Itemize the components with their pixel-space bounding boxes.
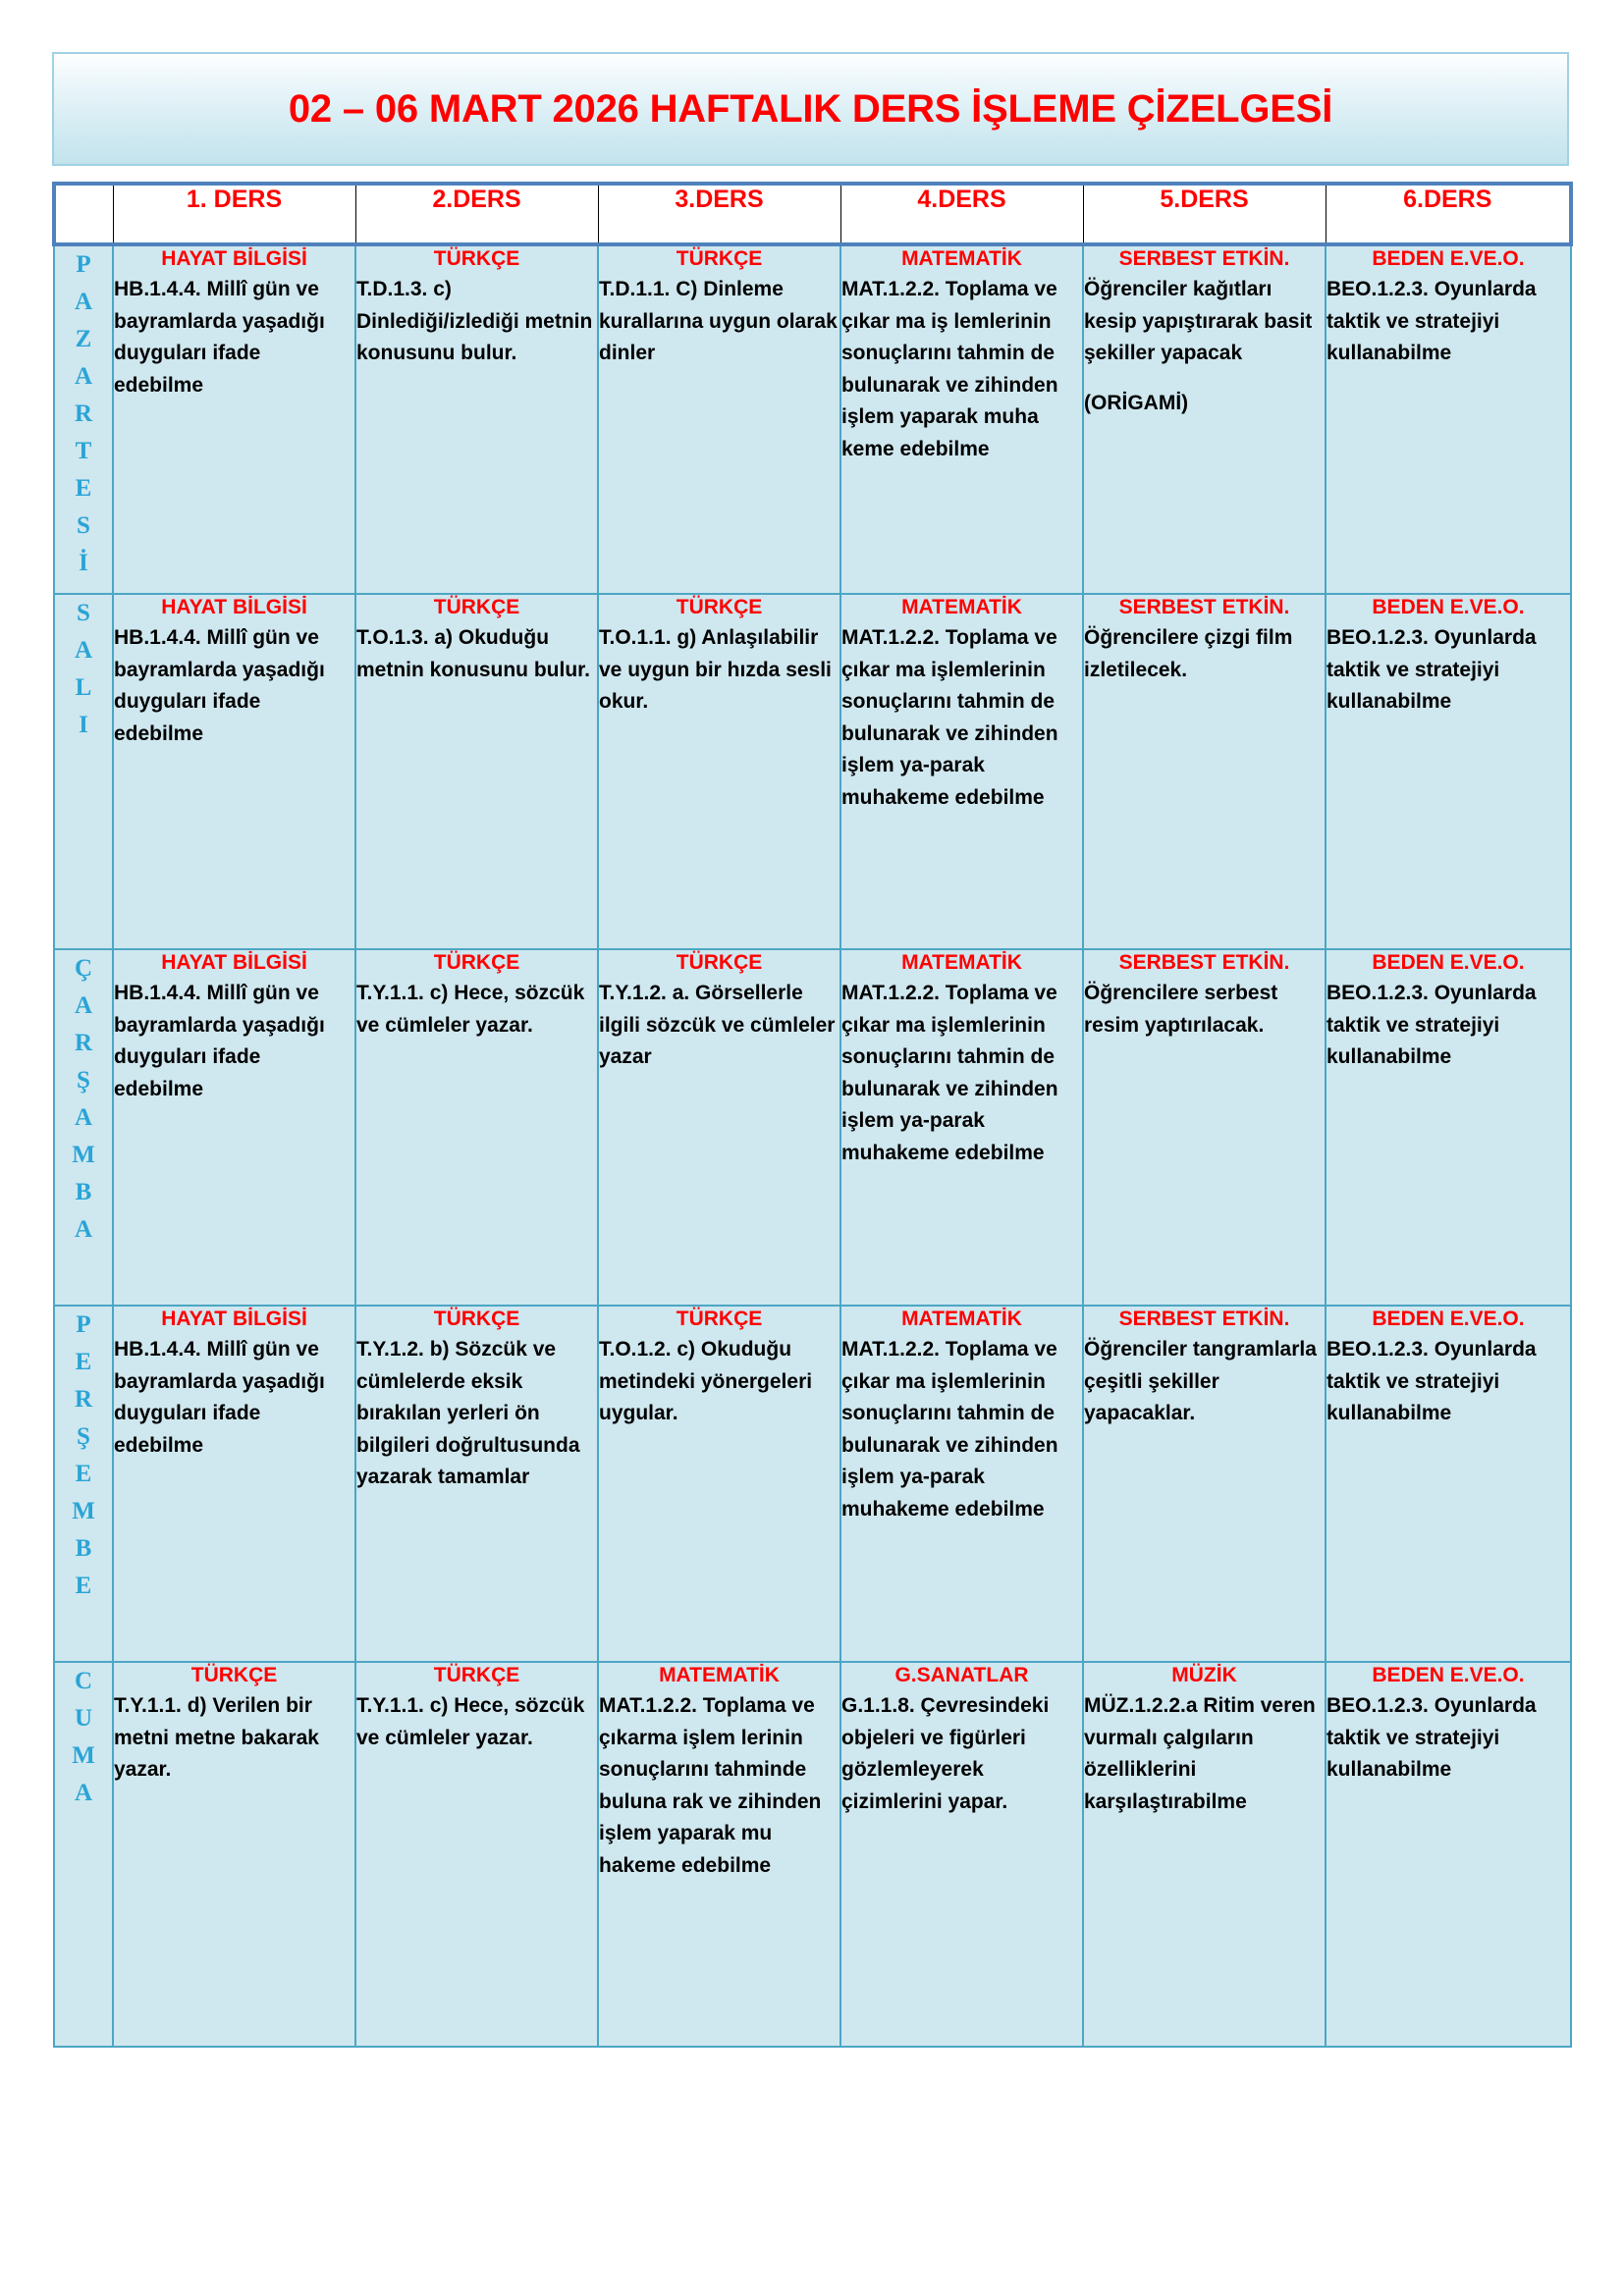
lesson-cell [1326, 1306, 1571, 1662]
objective-text: BEO.1.2.3. Oyunlarda taktik ve stratejiyi kullanabilme [1326, 982, 1537, 1069]
table-row [54, 594, 1571, 949]
lesson-cell [840, 594, 1083, 949]
column-header-lesson-1 [113, 184, 355, 244]
objective-text: T.O.1.2. c) Okuduğu metindeki yönergeleri uygular. [599, 1338, 813, 1425]
subject-label: BEDEN E.VE.O. [1372, 1664, 1525, 1686]
subject-label: SERBEST ETKİN. [1118, 596, 1290, 618]
subject-label: TÜRKÇE [676, 247, 763, 270]
subject-label: MATEMATİK [659, 1664, 780, 1686]
objective-text: HB.1.4.4. Millî gün ve bayramlarda yaşadığı duyguları ifade edebilme [114, 626, 325, 745]
column-header-lesson-2 [355, 184, 598, 244]
day-label-cell [54, 1306, 113, 1662]
day-label: Ç A R Ş A M B A [72, 955, 95, 1243]
lesson-cell [113, 594, 355, 949]
day-label: S A L I [74, 600, 93, 738]
subject-label: TÜRKÇE [433, 247, 520, 270]
lesson-cell [840, 1306, 1083, 1662]
objective-text: T.O.1.3. a) Okuduğu metnin konusunu bulur. [356, 626, 590, 681]
lesson-cell [355, 1662, 598, 2047]
objective-text: Öğrencilere çizgi film izletilecek. [1084, 626, 1293, 681]
lesson-cell [113, 244, 355, 594]
day-label-cell [54, 1662, 113, 2047]
subject-label: MATEMATİK [901, 1308, 1022, 1330]
objective-text: T.Y.1.2. b) Sözcük ve cümlelerde eksik bırakılan yerleri ön bilgileri doğrultusunda yazarak tamamlar [356, 1338, 580, 1489]
lesson-cell [840, 949, 1083, 1306]
objective-text: T.O.1.1. g) Anlaşılabilir ve uygun bir hızda sesli okur. [599, 626, 832, 714]
objective-text: BEO.1.2.3. Oyunlarda taktik ve stratejiyi kullanabilme [1326, 1694, 1537, 1782]
objective-text: T.Y.1.1. c) Hece, sözcük ve cümleler yazar. [356, 1694, 585, 1749]
lesson-cell [1083, 594, 1326, 949]
objective-text: MÜZ.1.2.2.a Ritim veren vurmalı çalgıların özelliklerini karşılaştırabilme [1084, 1694, 1316, 1813]
day-label-cell [54, 949, 113, 1306]
table-body [54, 244, 1571, 2047]
lesson-cell [1326, 949, 1571, 1306]
subject-label: TÜRKÇE [676, 1308, 763, 1330]
subject-label: TÜRKÇE [190, 1664, 278, 1686]
subject-label: BEDEN E.VE.O. [1372, 247, 1525, 270]
objective-text: HB.1.4.4. Millî gün ve bayramlarda yaşadığı duyguları ifade edebilme [114, 278, 325, 397]
lesson-cell [355, 949, 598, 1306]
subject-label: MATEMATİK [901, 596, 1022, 618]
lesson-cell [113, 1306, 355, 1662]
subject-label: TÜRKÇE [433, 1664, 520, 1686]
subject-label: MÜZİK [1171, 1664, 1237, 1686]
lesson-cell [840, 244, 1083, 594]
subject-label: HAYAT BİLGİSİ [161, 1308, 307, 1330]
objective-text: MAT.1.2.2. Toplama ve çıkar ma iş lemlerinin sonuçlarını tahmin de bulunarak ve zihinden işlem yaparak muha keme edebilme [841, 278, 1058, 460]
column-header-label: 1. DERS [186, 186, 283, 213]
day-label: C U M A [72, 1668, 95, 1806]
table-row [54, 1662, 1571, 2047]
objective-text: T.D.1.1. C) Dinleme kurallarına uygun olarak dinler [599, 278, 838, 365]
subject-label: MATEMATİK [901, 951, 1022, 974]
lesson-cell [113, 1662, 355, 2047]
column-header-label: 3.DERS [675, 186, 764, 213]
lesson-cell [355, 594, 598, 949]
lesson-cell [598, 949, 840, 1306]
subject-label: HAYAT BİLGİSİ [161, 247, 307, 270]
lesson-cell [1326, 1662, 1571, 2047]
objective-text: T.Y.1.1. d) Verilen bir metni metne bakarak yazar. [114, 1694, 319, 1782]
subject-label: TÜRKÇE [676, 951, 763, 974]
objective-text: G.1.1.8. Çevresindeki objeleri ve figürleri gözlemleyerek çizimlerini yapar. [841, 1694, 1050, 1813]
subject-label: MATEMATİK [901, 247, 1022, 270]
objective-text: HB.1.4.4. Millî gün ve bayramlarda yaşadığı duyguları ifade edebilme [114, 982, 325, 1100]
objective-text: MAT.1.2.2. Toplama ve çıkar ma işlemlerinin sonuçlarını tahmin de bulunarak ve zihinden işlem ya-parak muhakeme edebilme [841, 626, 1058, 809]
objective-text: Öğrenciler kağıtları kesip yapıştırarak basit şekiller yapacak [1084, 278, 1313, 365]
objective-text: T.D.1.3. c) Dinlediği/izlediği metnin konusunu bulur. [356, 278, 593, 365]
lesson-cell [1083, 1662, 1326, 2047]
objective-text: MAT.1.2.2. Toplama ve çıkar ma işlemlerinin sonuçlarını tahmin de bulunarak ve zihinden işlem ya-parak muhakeme edebilme [841, 1338, 1058, 1521]
objective-text: Öğrenciler tangramlarla çeşitli şekiller yapacaklar. [1084, 1338, 1317, 1425]
objective-text: MAT.1.2.2. Toplama ve çıkar ma işlemlerinin sonuçlarını tahmin de bulunarak ve zihinden işlem ya-parak muhakeme edebilme [841, 982, 1058, 1164]
objective-text: BEO.1.2.3. Oyunlarda taktik ve stratejiyi kullanabilme [1326, 626, 1537, 714]
lesson-cell [355, 1306, 598, 1662]
column-header-lesson-6 [1326, 184, 1571, 244]
objective-text: HB.1.4.4. Millî gün ve bayramlarda yaşadığı duyguları ifade edebilme [114, 1338, 325, 1457]
column-header-lesson-5 [1083, 184, 1326, 244]
column-header-label: 6.DERS [1403, 186, 1492, 213]
column-header-label: 4.DERS [917, 186, 1006, 213]
lesson-cell [1083, 949, 1326, 1306]
lesson-cell [1326, 594, 1571, 949]
subject-label: TÜRKÇE [676, 596, 763, 618]
subject-label: BEDEN E.VE.O. [1372, 596, 1525, 618]
header-day-corner [54, 184, 113, 244]
column-header-lesson-3 [598, 184, 840, 244]
lesson-cell [113, 949, 355, 1306]
table-row [54, 244, 1571, 594]
objective-text: T.Y.1.1. c) Hece, sözcük ve cümleler yazar. [356, 982, 585, 1037]
day-label: P E R Ş E M B E [72, 1311, 95, 1599]
lesson-cell [598, 1306, 840, 1662]
lesson-cell [598, 594, 840, 949]
lesson-cell [1083, 1306, 1326, 1662]
subject-label: SERBEST ETKİN. [1118, 1308, 1290, 1330]
subject-label: BEDEN E.VE.O. [1372, 1308, 1525, 1330]
subject-label: SERBEST ETKİN. [1118, 951, 1290, 974]
subject-label: TÜRKÇE [433, 951, 520, 974]
lesson-cell [1326, 244, 1571, 594]
subject-label: HAYAT BİLGİSİ [161, 596, 307, 618]
lesson-cell [598, 244, 840, 594]
day-label: P A Z A R T E S İ [74, 251, 93, 576]
objective-text: BEO.1.2.3. Oyunlarda taktik ve stratejiyi kullanabilme [1326, 278, 1537, 365]
lesson-cell [598, 1662, 840, 2047]
objective-text: BEO.1.2.3. Oyunlarda taktik ve stratejiyi kullanabilme [1326, 1338, 1537, 1425]
table-header-row [54, 184, 1571, 244]
subject-label: G.SANATLAR [894, 1664, 1029, 1686]
subject-label: HAYAT BİLGİSİ [161, 951, 307, 974]
objective-text: T.Y.1.2. a. Görsellerle ilgili sözcük ve cümleler yazar [599, 982, 836, 1069]
objective-text: Öğrencilere serbest resim yaptırılacak. [1084, 982, 1278, 1037]
column-header-lesson-4 [840, 184, 1083, 244]
title-banner [52, 52, 1569, 166]
objective-text: MAT.1.2.2. Toplama ve çıkarma işlem lerinin sonuçlarını tahminde buluna rak ve zihinden işlem yaparak mu hakeme edebilme [599, 1694, 822, 1877]
subject-label: BEDEN E.VE.O. [1372, 951, 1525, 974]
weekly-schedule-table [52, 182, 1573, 2048]
day-label-cell [54, 594, 113, 949]
table-row [54, 1306, 1571, 1662]
subject-label: SERBEST ETKİN. [1118, 247, 1290, 270]
lesson-cell [1083, 244, 1326, 594]
table-row [54, 949, 1571, 1306]
day-label-cell [54, 244, 113, 594]
subject-label: TÜRKÇE [433, 1308, 520, 1330]
column-header-label: 2.DERS [432, 186, 521, 213]
subject-label: TÜRKÇE [433, 596, 520, 618]
page-title: 02 – 06 MART 2026 HAFTALIK DERS İŞLEME ÇİZELGESİ [288, 86, 1333, 131]
objective-extra: (ORİGAMİ) [1084, 391, 1189, 414]
column-header-label: 5.DERS [1160, 186, 1249, 213]
lesson-cell [840, 1662, 1083, 2047]
lesson-cell [355, 244, 598, 594]
